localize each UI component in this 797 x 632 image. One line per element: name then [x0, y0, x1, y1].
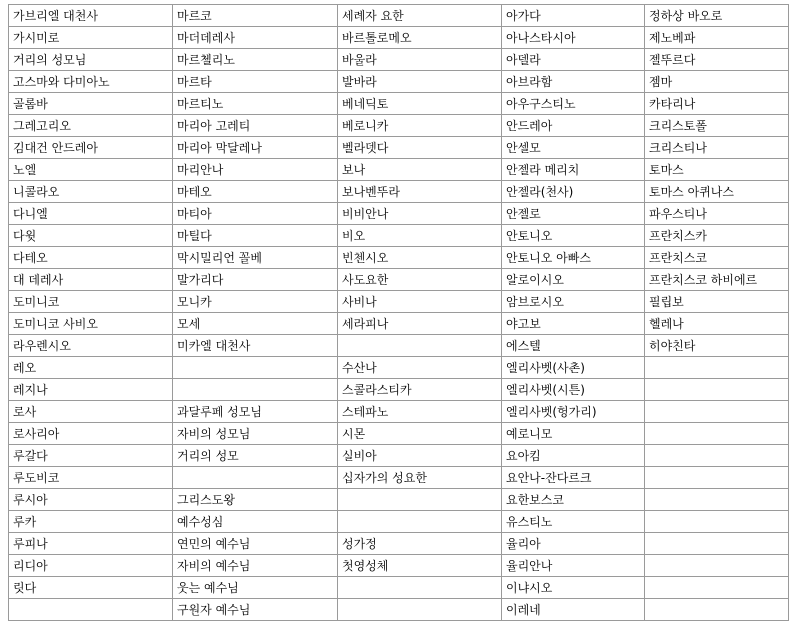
table-cell: 크리스티나: [645, 137, 789, 159]
table-cell: [338, 511, 502, 533]
table-row: [9, 49, 789, 71]
table-cell: 마리안나: [173, 159, 338, 181]
table-row: [9, 401, 789, 423]
table-cell: 율리아: [502, 533, 645, 555]
table-row: [9, 269, 789, 291]
table-cell: 고스마와 다미아노: [9, 71, 173, 93]
table-cell: 자비의 성모님: [173, 423, 338, 445]
table-cell: 과달루페 성모님: [173, 401, 338, 423]
table-row: [9, 93, 789, 115]
table-cell: [645, 401, 789, 423]
table-cell: 자비의 예수님: [173, 555, 338, 577]
table-cell: 세라피나: [338, 313, 502, 335]
table-cell: 노엘: [9, 159, 173, 181]
table-cell: 바울라: [338, 49, 502, 71]
table-cell: [645, 577, 789, 599]
table-row: [9, 489, 789, 511]
table-cell: [645, 423, 789, 445]
table-cell: 루시아: [9, 489, 173, 511]
table-cell: [645, 357, 789, 379]
table-cell: 아델라: [502, 49, 645, 71]
table-cell: 엘리사벳(헝가리): [502, 401, 645, 423]
table-cell: 김대건 안드레아: [9, 137, 173, 159]
table-cell: 루피나: [9, 533, 173, 555]
table-cell: 발바라: [338, 71, 502, 93]
table-cell: 보나벤뚜라: [338, 181, 502, 203]
table-cell: 안드레아: [502, 115, 645, 137]
table-cell: 엘리사벳(시튼): [502, 379, 645, 401]
table-cell: 비오: [338, 225, 502, 247]
table-cell: 정하상 바오로: [645, 5, 789, 27]
table-row: [9, 599, 789, 621]
table-cell: 세례자 요한: [338, 5, 502, 27]
table-cell: 율리안나: [502, 555, 645, 577]
table-cell: 첫영성체: [338, 555, 502, 577]
table-cell: 다윗: [9, 225, 173, 247]
table-cell: 안젤로: [502, 203, 645, 225]
table-cell: [645, 379, 789, 401]
table-row: [9, 181, 789, 203]
table-row: [9, 291, 789, 313]
table-cell: 스테파노: [338, 401, 502, 423]
table-cell: [645, 599, 789, 621]
table-cell: 골롬바: [9, 93, 173, 115]
table-cell: 로사리아: [9, 423, 173, 445]
table-cell: 토마스: [645, 159, 789, 181]
table-row: [9, 115, 789, 137]
table-cell: 필립보: [645, 291, 789, 313]
table-cell: 십자가의 성요한: [338, 467, 502, 489]
table-cell: 베로니카: [338, 115, 502, 137]
table-cell: 마르티노: [173, 93, 338, 115]
table-row: [9, 5, 789, 27]
table-row: [9, 313, 789, 335]
table-cell: 안셀모: [502, 137, 645, 159]
table-row: [9, 577, 789, 599]
table-row: [9, 533, 789, 555]
table-cell: 안토니오: [502, 225, 645, 247]
table-cell: 요한보스코: [502, 489, 645, 511]
table-cell: 프란치스카: [645, 225, 789, 247]
table-cell: 스콜라스티카: [338, 379, 502, 401]
table-cell: [338, 489, 502, 511]
table-cell: 수산나: [338, 357, 502, 379]
table-cell: 요안나-잔다르크: [502, 467, 645, 489]
table-row: [9, 423, 789, 445]
table-cell: 마르타: [173, 71, 338, 93]
table-cell: 거리의 성모: [173, 445, 338, 467]
table-row: [9, 203, 789, 225]
table-cell: 암브로시오: [502, 291, 645, 313]
table-cell: 성가정: [338, 533, 502, 555]
table-cell: 아브라함: [502, 71, 645, 93]
table-cell: 아우구스티노: [502, 93, 645, 115]
table-cell: 이냐시오: [502, 577, 645, 599]
table-cell: 실비아: [338, 445, 502, 467]
table-cell: [645, 467, 789, 489]
table-cell: 레지나: [9, 379, 173, 401]
table-cell: 빈첸시오: [338, 247, 502, 269]
table-cell: [645, 555, 789, 577]
table-cell: 다니엘: [9, 203, 173, 225]
table-body: [9, 5, 789, 621]
table-cell: 사도요한: [338, 269, 502, 291]
table-cell: [645, 511, 789, 533]
table-cell: [645, 489, 789, 511]
table-cell: [338, 599, 502, 621]
table-cell: [173, 467, 338, 489]
table-cell: 구원자 예수님: [173, 599, 338, 621]
table-row: [9, 225, 789, 247]
table-cell: [173, 379, 338, 401]
table-row: [9, 445, 789, 467]
table-cell: 모세: [173, 313, 338, 335]
table-cell: 파우스티나: [645, 203, 789, 225]
table-cell: 카타리나: [645, 93, 789, 115]
table-row: [9, 335, 789, 357]
table-cell: 루카: [9, 511, 173, 533]
table-cell: 루갈다: [9, 445, 173, 467]
table-cell: 마르코: [173, 5, 338, 27]
saints-name-table: [8, 4, 789, 621]
table-cell: 다테오: [9, 247, 173, 269]
table-cell: 크리스토폴: [645, 115, 789, 137]
table-cell: 벨라뎃다: [338, 137, 502, 159]
table-cell: 헬레나: [645, 313, 789, 335]
table-cell: 젬마: [645, 71, 789, 93]
table-cell: 비비안나: [338, 203, 502, 225]
table-cell: 마리아 막달레나: [173, 137, 338, 159]
table-cell: 젤뚜르다: [645, 49, 789, 71]
table-cell: 안토니오 아빠스: [502, 247, 645, 269]
table-cell: 웃는 예수님: [173, 577, 338, 599]
table-cell: 모니카: [173, 291, 338, 313]
table-cell: 마티아: [173, 203, 338, 225]
table-cell: 요아킴: [502, 445, 645, 467]
table-cell: 보나: [338, 159, 502, 181]
table-cell: [645, 533, 789, 555]
table-cell: 이레네: [502, 599, 645, 621]
table-cell: 마리아 고레티: [173, 115, 338, 137]
table-row: [9, 137, 789, 159]
table-row: [9, 379, 789, 401]
table-cell: 레오: [9, 357, 173, 379]
table-cell: 알로이시오: [502, 269, 645, 291]
table-row: [9, 27, 789, 49]
table-cell: 히야친타: [645, 335, 789, 357]
table-row: [9, 247, 789, 269]
table-cell: 도미니코: [9, 291, 173, 313]
table-cell: 대 데레사: [9, 269, 173, 291]
table-cell: 프란치스코 하비에르: [645, 269, 789, 291]
table-cell: [338, 335, 502, 357]
table-row: [9, 159, 789, 181]
table-cell: 마더데레사: [173, 27, 338, 49]
table-cell: 마틸다: [173, 225, 338, 247]
table-cell: 에스텔: [502, 335, 645, 357]
table-cell: 말가리다: [173, 269, 338, 291]
table-row: [9, 357, 789, 379]
table-cell: 거리의 성모님: [9, 49, 173, 71]
table-cell: [173, 357, 338, 379]
table-cell: 유스티노: [502, 511, 645, 533]
table-cell: 그레고리오: [9, 115, 173, 137]
table-cell: 시몬: [338, 423, 502, 445]
table-row: [9, 467, 789, 489]
table-cell: 베네딕토: [338, 93, 502, 115]
table-row: [9, 71, 789, 93]
table-cell: 가브리엘 대천사: [9, 5, 173, 27]
table-cell: [338, 577, 502, 599]
table-cell: 아가다: [502, 5, 645, 27]
table-cell: 아나스타시아: [502, 27, 645, 49]
table-row: [9, 555, 789, 577]
table-cell: 사비나: [338, 291, 502, 313]
table-cell: 안젤라(천사): [502, 181, 645, 203]
table-cell: 예수성심: [173, 511, 338, 533]
table-cell: 라우렌시오: [9, 335, 173, 357]
table-cell: [9, 599, 173, 621]
table-cell: 프란치스코: [645, 247, 789, 269]
table-cell: [645, 445, 789, 467]
table-cell: 야고보: [502, 313, 645, 335]
table-cell: 그리스도왕: [173, 489, 338, 511]
table-cell: 연민의 예수님: [173, 533, 338, 555]
table-cell: 니콜라오: [9, 181, 173, 203]
table-cell: 마르첼리노: [173, 49, 338, 71]
table-cell: 가시미로: [9, 27, 173, 49]
table-cell: 마테오: [173, 181, 338, 203]
table-row: [9, 511, 789, 533]
table-cell: 토마스 아퀴나스: [645, 181, 789, 203]
table-cell: 막시밀리언 꼴베: [173, 247, 338, 269]
table-cell: 제노베파: [645, 27, 789, 49]
table-cell: 예로니모: [502, 423, 645, 445]
table-cell: 리디아: [9, 555, 173, 577]
table-cell: 릿다: [9, 577, 173, 599]
table-cell: 안젤라 메리치: [502, 159, 645, 181]
table-cell: 로사: [9, 401, 173, 423]
table-cell: 미카엘 대천사: [173, 335, 338, 357]
table-cell: 루도비코: [9, 467, 173, 489]
table-cell: 엘리사벳(사촌): [502, 357, 645, 379]
table-cell: 도미니코 사비오: [9, 313, 173, 335]
table-cell: 바르톨로메오: [338, 27, 502, 49]
